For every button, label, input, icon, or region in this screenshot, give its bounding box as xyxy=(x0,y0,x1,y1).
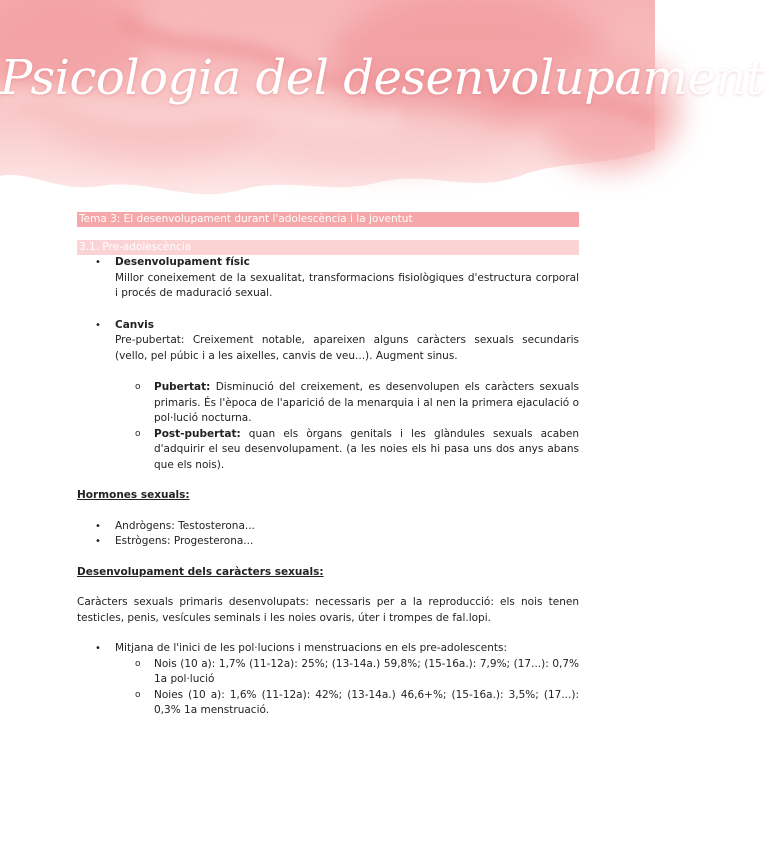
section-heading: Tema 3: El desenvolupament durant l'adolescència i la joventut xyxy=(77,212,579,227)
list-item xyxy=(77,255,579,302)
item-text: Pre-pubertat: Creixement notable, apareixen alguns caràcters sexuals secundaris (vello, pel púbic i a les aixelles, canvis de veu...). Augment sinus. xyxy=(115,334,579,362)
item-text: Mitjana de l'inici de les pol·lucions i menstruacions en els pre-adolescents: xyxy=(115,642,507,654)
puberty-stages-list xyxy=(77,380,579,473)
subsection-heading: 3.1. Pre-adolescència xyxy=(77,240,579,255)
stat-text: Noies (10 a): 1,6% (11-12a): 42%; (13-14a.) 46,6+%; (15-16a.): 3,5%; (17...): 0,3% 1a menstruació. xyxy=(154,688,579,716)
sub-bullet-marker: o xyxy=(135,689,141,700)
stage-label: Post-pubertat: xyxy=(154,427,241,440)
item-text: Estrògens: Progesterona... xyxy=(115,535,254,547)
item-title: Canvis xyxy=(115,318,154,331)
sexual-characters-text: Caràcters sexuals primaris desenvolupats: necessaris per a la reproducció: els nois tenen testicles, penis, vesícules seminals i les noies ovaris, úter i trompes de fal.lopi. xyxy=(77,596,579,624)
list-item xyxy=(77,519,579,535)
stage-text: Disminució del creixement, es desenvolupen els caràcters sexuals primaris. És l'època de l'aparició de la menarquia i al nen la primera ejaculació o pol·lució nocturna. xyxy=(154,381,579,424)
item-title: Desenvolupament físic xyxy=(115,256,250,268)
sub-bullet-marker: o xyxy=(135,428,141,439)
average-onset-list xyxy=(77,641,579,657)
hormones-heading: Hormones sexuals: xyxy=(77,489,190,501)
item-text: Andrògens: Testosterona... xyxy=(115,519,255,532)
sub-list-item xyxy=(77,380,579,427)
stat-text: Nois (10 a): 1,7% (11-12a): 25%; (13-14a.) 59,8%; (15-16a.): 7,9%; (17...): 0,7% 1a pol·lució xyxy=(154,657,579,685)
sub-list-item xyxy=(77,427,579,474)
list-item xyxy=(77,641,579,657)
list-item xyxy=(77,534,579,550)
list-item xyxy=(77,318,579,365)
bullet-marker: • xyxy=(95,536,101,547)
sub-list-item xyxy=(77,657,579,688)
stage-label: Pubertat: xyxy=(154,381,211,393)
document-body xyxy=(77,212,579,719)
sub-bullet-marker: o xyxy=(135,658,141,669)
bullet-marker: • xyxy=(95,319,101,331)
page-title: Psicologia del desenvolupament xyxy=(0,50,765,106)
bullet-marker: • xyxy=(95,257,101,268)
item-text: Millor coneixement de la sexualitat, transformacions fisiològiques d'estructura corporal i procés de maduració sexual. xyxy=(115,271,579,299)
sub-list-item xyxy=(77,688,579,719)
physical-development-list xyxy=(77,255,579,302)
bullet-marker: • xyxy=(95,520,101,532)
sexual-characters-heading: Desenvolupament dels caràcters sexuals: xyxy=(77,565,324,578)
hormones-list xyxy=(77,519,579,550)
stage-text: quan els òrgans genitals i les glàndules sexuals acaben d'adquirir el seu desenvolupament. (a les noies els hi pasa uns dos anys abans que els nois). xyxy=(154,427,579,471)
header-banner xyxy=(0,0,765,205)
changes-list xyxy=(77,318,579,365)
sub-bullet-marker: o xyxy=(135,382,141,392)
onset-statistics-list xyxy=(77,657,579,719)
bullet-marker: • xyxy=(95,643,101,654)
